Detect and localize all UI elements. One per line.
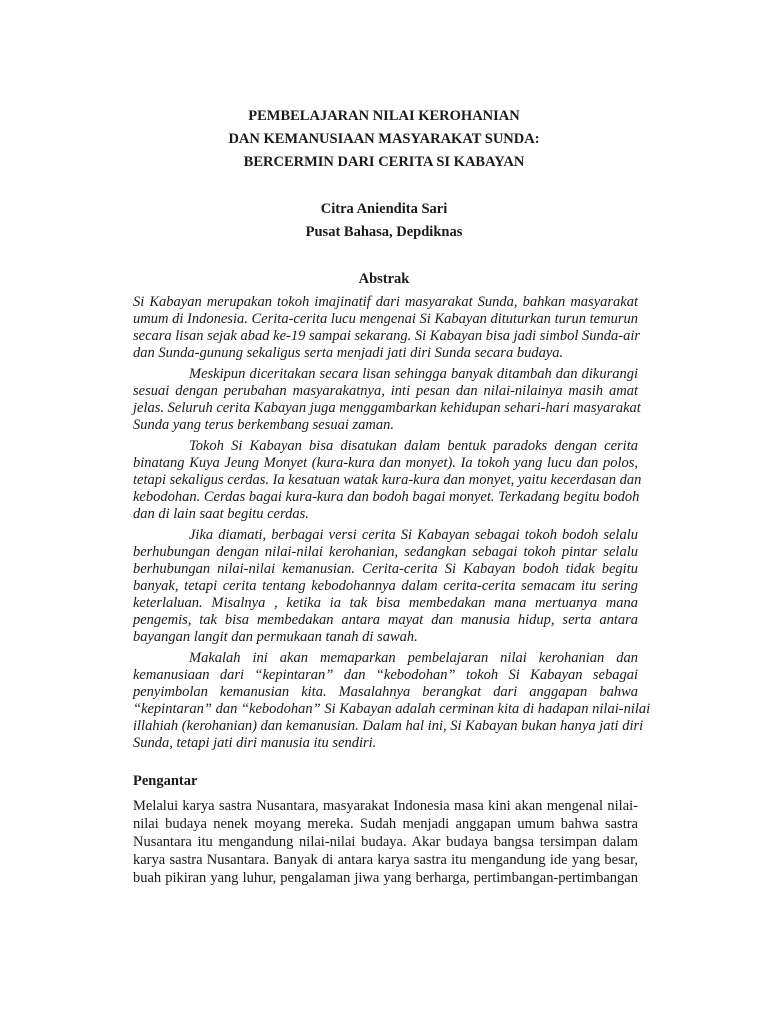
text-line: Tokoh Si Kabayan bisa disatukan dalam bentuk paradoks dengan cerita: [189, 438, 638, 454]
text-line: Sunda, tetapi jati diri manusia itu sendiri.: [133, 735, 377, 751]
author-name: Citra Aniendita Sari: [320, 201, 448, 217]
text-line: banyak, tetapi cerita tentang kebodohannya dalam cerita-cerita semacam itu sering: [133, 578, 638, 594]
text-line: karya sastra Nusantara. Banyak di antara karya sastra itu mengandung ide yang besar,: [133, 852, 638, 868]
document-body: [133, 294, 651, 891]
paper-title: [0, 105, 768, 174]
text-line: illahiah (kerohanian) dan kemanusian. Dalam hal ini, Si Kabayan bukan hanya jati diri: [133, 718, 644, 734]
text-line: pengemis, tak bisa membedakan antara mayat dan manusia hidup, serta antara: [133, 612, 638, 628]
text-line: Makalah ini akan memaparkan pembelajaran nilai kerohanian dan: [189, 650, 638, 666]
text-line: jelas. Seluruh cerita Kabayan juga menggambarkan kehidupan sehari-hari masyarakat: [133, 400, 641, 416]
author-block: [0, 198, 768, 244]
abstract-body: [133, 294, 651, 752]
text-line: tetapi sekaligus cerdas. Ia kesatuan watak kura-kura dan monyet, yaitu kecerdasan dan: [133, 472, 642, 488]
text-line: kemanusiaan dari “kepintaran” dan “kebodohan” tokoh Si Kabayan sebagai: [133, 667, 638, 683]
text-line: nilai budaya nenek moyang mereka. Sudah menjadi anggapan umum bahwa sastra: [133, 816, 638, 832]
text-line: binatang Kuya Jeung Monyet (kura-kura dan monyet). Ia tokoh yang lucu dan polos,: [133, 455, 638, 471]
text-line: dan Sunda-gunung sekaligus serta menjadi jati diri Sunda secara budaya.: [133, 345, 564, 361]
section-heading: Pengantar: [133, 773, 198, 789]
text-line: Meskipun diceritakan secara lisan sehingga banyak ditambah dan dikurangi: [189, 366, 638, 382]
text-line: dan di lain saat begitu cerdas.: [133, 506, 309, 522]
title-line: DAN KEMANUSIAAN MASYARAKAT SUNDA:: [228, 131, 540, 147]
paragraph: [133, 527, 638, 646]
text-line: Nusantara itu mengandung nilai-nilai budaya. Akar budaya bangsa tersimpan dalam: [133, 834, 638, 850]
paragraph: [133, 366, 641, 434]
title-line: PEMBELAJARAN NILAI KEROHANIAN: [248, 108, 520, 124]
text-line: keterlaluan. Misalnya , ketika ia tak bisa membedakan mana mertuanya mana: [133, 595, 638, 611]
text-line: penyimbolan kemanusian kita. Masalahnya berangkat dari anggapan bahwa: [133, 684, 638, 700]
text-line: “kepintaran” dan “kebodohan” Si Kabayan adalah cerminan kita di hadapan nilai-nilai: [133, 701, 651, 717]
text-line: secara lisan sejak abad ke-19 sampai sekarang. Si Kabayan bisa jadi simbol Sunda-air: [133, 328, 641, 344]
text-line: Sunda yang terus berkembang sesuai zaman.: [133, 417, 394, 433]
section-body: [133, 797, 638, 887]
paragraph: [133, 797, 638, 887]
text-line: bayangan langit dan permukaan tanah di sawah.: [133, 629, 418, 645]
text-line: buah pikiran yang luhur, pengalaman jiwa yang berharga, pertimbangan-pertimbangan: [133, 870, 638, 886]
paragraph: [133, 294, 641, 362]
paragraph: [133, 438, 642, 523]
text-line: berhubungan nilai-nilai kemanusian. Cerita-cerita Si Kabayan bodoh tidak begitu: [133, 561, 638, 577]
abstract-heading: Abstrak: [358, 271, 410, 287]
text-line: umum di Indonesia. Cerita-cerita lucu mengenai Si Kabayan dituturkan turun temurun: [133, 311, 638, 327]
text-line: kebodohan. Cerdas bagai kura-kura dan bodoh bagai monyet. Terkadang begitu bodoh: [133, 489, 640, 505]
text-line: sesuai dengan perubahan masyarakatnya, inti pesan dan nilai-nilainya masih amat: [133, 383, 638, 399]
paragraph: [133, 650, 651, 752]
text-line: Si Kabayan merupakan tokoh imajinatif dari masyarakat Sunda, bahkan masyarakat: [133, 294, 638, 310]
title-line: BERCERMIN DARI CERITA SI KABAYAN: [243, 154, 525, 170]
text-line: Jika diamati, berbagai versi cerita Si Kabayan sebagai tokoh bodoh selalu: [189, 527, 638, 543]
author-affiliation: Pusat Bahasa, Depdiknas: [305, 224, 463, 240]
text-line: Melalui karya sastra Nusantara, masyarakat Indonesia masa kini akan mengenal nilai-: [133, 798, 638, 814]
text-line: berhubungan dengan nilai-nilai kerohanian, sedangkan sebagai tokoh pintar selalu: [133, 544, 638, 560]
